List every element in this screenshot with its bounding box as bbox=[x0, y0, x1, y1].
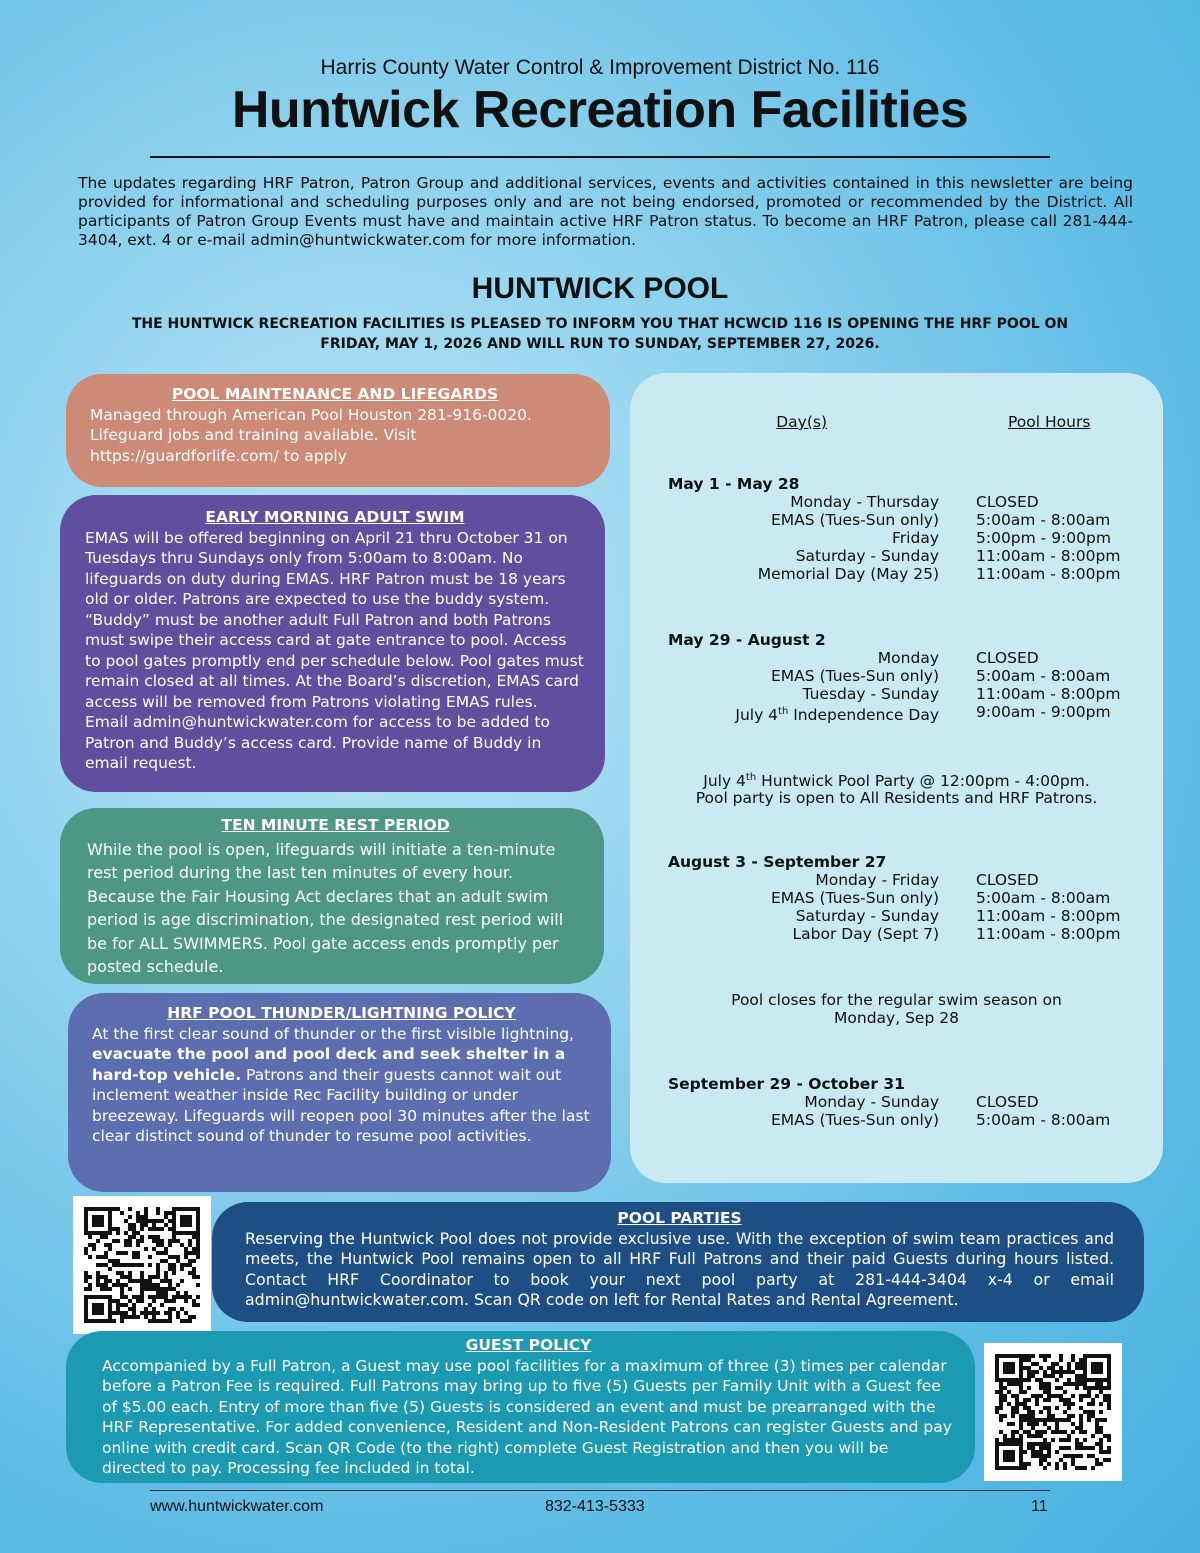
day-cell: EMAS (Tues-Sun only) bbox=[771, 667, 939, 685]
schedule-row bbox=[630, 685, 1163, 703]
day-superscript: th bbox=[778, 706, 789, 717]
hours-cell: 5:00am - 8:00am bbox=[976, 1111, 1111, 1129]
period-label: September 29 - October 31 bbox=[668, 1075, 905, 1093]
hours-cell: 11:00am - 8:00pm bbox=[976, 547, 1121, 565]
card-body: While the pool is open, lifeguards will initiate a ten-minute rest period during the last ten minutes of every hour. Because the Fair Housing Act declares that an adult swim period is age discrimination, the designated rest period will be for ALL SWIMMERS. Pool gate access ends promptly per posted schedule. bbox=[87, 839, 564, 976]
schedule-row bbox=[630, 667, 1163, 685]
card-heading: POOL MAINTENANCE AND LIFEGARDS bbox=[171, 385, 499, 403]
section-subtitle: THE HUNTWICK RECREATION FACILITIES IS PLEASED TO INFORM YOU THAT HCWCID 116 IS OPENING THE HRF POOL ON FRIDAY, MAY 1, 2026 AND WILL RUN TO SUNDAY, SEPTEMBER 27, 2026. bbox=[131, 316, 1069, 352]
day-cell: Monday - Thursday bbox=[790, 493, 939, 511]
schedule-row bbox=[630, 1111, 1163, 1129]
note-text: July 4 bbox=[703, 772, 746, 791]
intro-paragraph: The updates regarding HRF Patron, Patron Group and additional services, events and activities contained in this newsletter are being provided for informational and scheduling purposes only and are not being endorsed, promoted or recommended by the District. All participants of Patron Group Events must have and maintain active HRF Patron status. To become an HRF Patron, please call 281-444-3404, ext. 4 or e-mail admin@huntwickwater.com for more information. bbox=[78, 174, 1133, 249]
hours-cell: 9:00am - 9:00pm bbox=[976, 703, 1111, 721]
title-divider bbox=[150, 156, 1050, 158]
footer-divider bbox=[150, 1490, 1050, 1491]
hours-cell: 5:00am - 8:00am bbox=[976, 667, 1111, 685]
schedule-row bbox=[630, 649, 1163, 667]
day-cell: Friday bbox=[892, 529, 939, 547]
hours-cell: 11:00am - 8:00pm bbox=[976, 925, 1121, 943]
schedule-row bbox=[630, 529, 1163, 547]
hours-cell: 5:00am - 8:00am bbox=[976, 889, 1111, 907]
schedule-row bbox=[630, 703, 1163, 725]
maintenance-card bbox=[66, 374, 610, 487]
hours-cell: 11:00am - 8:00pm bbox=[976, 685, 1121, 703]
schedule-row bbox=[630, 547, 1163, 565]
day-text: July 4 bbox=[735, 706, 779, 725]
guest-policy-card bbox=[66, 1331, 975, 1483]
page-title: Huntwick Recreation Facilities bbox=[231, 81, 969, 139]
day-cell: Monday bbox=[877, 649, 939, 667]
card-heading: HRF POOL THUNDER/LIGHTNING POLICY bbox=[167, 1004, 516, 1022]
day-cell: Saturday - Sunday bbox=[795, 547, 939, 565]
schedule-row bbox=[630, 871, 1163, 889]
hours-cell: CLOSED bbox=[976, 649, 1039, 667]
body-text: Patrons and their guests cannot wait out inclement weather inside Rec Facility building or under breezeway. Lifeguards will reopen pool 30 minutes after the last clear distinct sound of thunder to resume pool activities. bbox=[92, 1065, 590, 1145]
hours-cell: 11:00am - 8:00pm bbox=[976, 907, 1121, 925]
day-cell bbox=[735, 703, 939, 724]
hours-cell: CLOSED bbox=[976, 1093, 1039, 1111]
pool-hours-panel bbox=[630, 373, 1163, 1183]
hours-cell: CLOSED bbox=[976, 493, 1039, 511]
district-name: Harris County Water Control & Improvement District No. 116 bbox=[320, 56, 880, 79]
body-text: At the first clear sound of thunder or the first visible lightning, bbox=[92, 1024, 575, 1043]
body-bold-text: evacuate the pool and pool deck and seek shelter in a hard-top vehicle. bbox=[92, 1045, 566, 1084]
card-heading: POOL PARTIES bbox=[617, 1209, 742, 1227]
day-cell: Monday - Friday bbox=[815, 871, 939, 889]
pool-parties-card bbox=[212, 1202, 1144, 1322]
close-note-line2: Monday, Sep 28 bbox=[834, 1009, 959, 1027]
party-note bbox=[630, 769, 1163, 790]
hours-cell: 5:00am - 8:00am bbox=[976, 511, 1111, 529]
qr-code-icon[interactable] bbox=[73, 1196, 211, 1334]
day-cell: Tuesday - Sunday bbox=[802, 685, 939, 703]
note-text: Huntwick Pool Party @ 12:00pm - 4:00pm. bbox=[756, 772, 1090, 791]
footer-phone: 832-413-5333 bbox=[545, 1498, 645, 1515]
period-label: August 3 - September 27 bbox=[668, 853, 887, 871]
hours-cell: 11:00am - 8:00pm bbox=[976, 565, 1121, 583]
schedule-row bbox=[630, 511, 1163, 529]
schedule-header bbox=[630, 413, 1163, 431]
card-heading: TEN MINUTE REST PERIOD bbox=[221, 816, 450, 834]
period-label: May 29 - August 2 bbox=[668, 631, 826, 649]
hours-column-header: Pool Hours bbox=[1008, 413, 1091, 431]
rest-period-card bbox=[60, 808, 604, 984]
day-cell: EMAS (Tues-Sun only) bbox=[771, 889, 939, 907]
note-superscript: th bbox=[745, 772, 757, 783]
schedule-row bbox=[630, 1093, 1163, 1111]
section-title: HUNTWICK POOL bbox=[471, 272, 729, 305]
card-heading: EARLY MORNING ADULT SWIM bbox=[205, 508, 465, 526]
emas-card bbox=[60, 495, 605, 792]
lightning-policy-card bbox=[68, 993, 611, 1192]
day-text: Independence Day bbox=[788, 706, 939, 725]
page-number: 11 bbox=[1031, 1498, 1048, 1515]
day-cell: Labor Day (Sept 7) bbox=[792, 925, 939, 943]
hours-cell: CLOSED bbox=[976, 871, 1039, 889]
day-cell: EMAS (Tues-Sun only) bbox=[771, 1111, 939, 1129]
day-cell: Saturday - Sunday bbox=[795, 907, 939, 925]
close-note: Pool closes for the regular swim season on bbox=[731, 991, 1062, 1009]
day-cell: Monday - Sunday bbox=[804, 1093, 939, 1111]
qr-code-icon[interactable] bbox=[984, 1343, 1122, 1481]
card-body: Reserving the Huntwick Pool does not provide exclusive use. With the exception of swim team practices and meets, the Huntwick Pool remains open to all HRF Full Patrons and their paid Guests during hours listed. Contact HRF Coordinator to book your next pool party at 281-444-3404 x-4 or email admin@huntwickwater.com. Scan QR code on left for Rental Rates and Rental Agreement. bbox=[245, 1228, 1114, 1309]
schedule-row bbox=[630, 493, 1163, 511]
day-cell: EMAS (Tues-Sun only) bbox=[771, 511, 939, 529]
days-column-header: Day(s) bbox=[776, 413, 827, 431]
card-body: EMAS will be offered beginning on April 21 thru October 31 on Tuesdays thru Sundays only from 5:00am to 8:00am. No lifeguards on duty during EMAS. HRF Patron must be 18 years old or older. Patrons are expected to use the buddy system. “Buddy” must be another adult Full Patron and both Patrons must swipe their access card at gate entrance to pool. Access to pool gates promptly end per schedule below. Pool gates must remain closed at all times. At the Board’s discretion, EMAS card access will be removed from Patrons violating EMAS rules. Email admin@huntwickwater.com for access to be added to Patron and Buddy’s access card. Provide name of Buddy in email request. bbox=[85, 528, 584, 772]
party-note-line2: Pool party is open to All Residents and HRF Patrons. bbox=[695, 789, 1098, 807]
hours-cell: 5:00pm - 9:00pm bbox=[976, 529, 1111, 547]
card-body: Managed through American Pool Houston 281-916-0020. Lifeguard jobs and training available. Visit https://guardforlife.com/ to apply bbox=[90, 405, 532, 465]
day-cell: Memorial Day (May 25) bbox=[757, 565, 939, 583]
schedule-row bbox=[630, 565, 1163, 583]
card-body: Accompanied by a Full Patron, a Guest may use pool facilities for a maximum of three (3) times per calendar before a Patron Fee is required. Full Patrons may bring up to five (5) Guests per Family Unit with a Guest fee of $5.00 each. Entry of more than five (5) Guests is considered an event and must be prearranged with the HRF Representative. For added convenience, Resident and Non-Resident Patrons can register Guests and pay online with credit card. Scan QR Code (to the right) complete Guest Registration and then you will be directed to pay. Processing fee included in total. bbox=[102, 1356, 952, 1477]
card-heading: GUEST POLICY bbox=[465, 1336, 592, 1354]
schedule-row bbox=[630, 925, 1163, 943]
schedule-row bbox=[630, 907, 1163, 925]
period-label: May 1 - May 28 bbox=[668, 475, 800, 493]
schedule-row bbox=[630, 889, 1163, 907]
footer-website[interactable]: www.huntwickwater.com bbox=[150, 1498, 324, 1515]
card-body bbox=[92, 1024, 591, 1147]
